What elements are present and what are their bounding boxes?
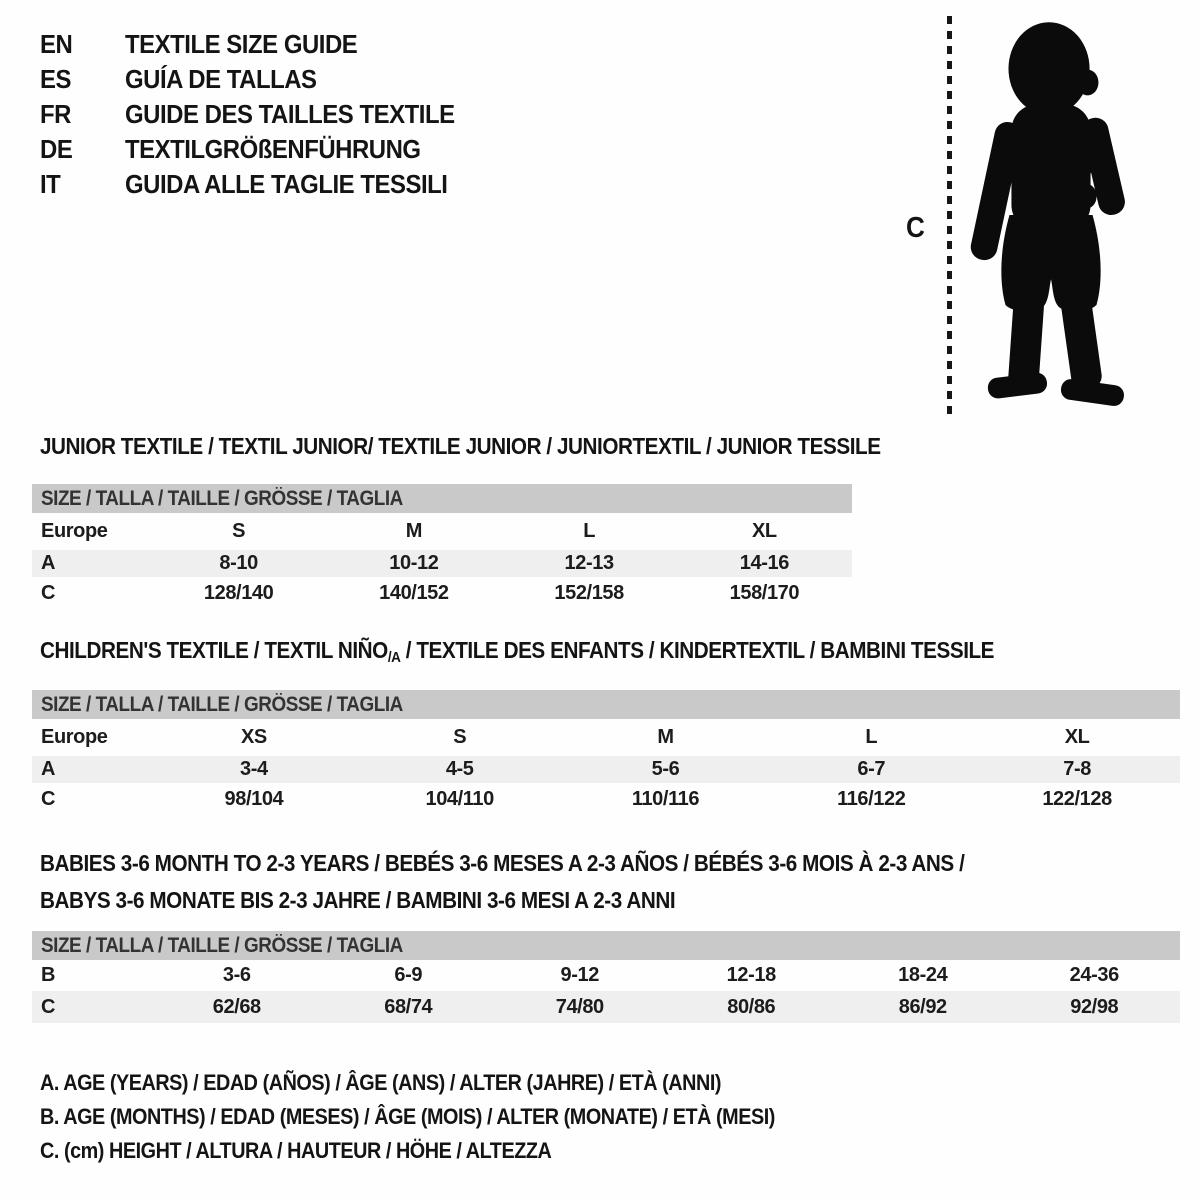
table-cell: 128/140 — [203, 581, 274, 604]
babies-title-line1: BABIES 3-6 MONTH TO 2-3 YEARS / BEBÉS 3-6 MESES A 2-3 AÑOS / BÉBÉS 3-6 MOIS À 2-3 ANS / — [40, 850, 965, 876]
header-cell: XL — [751, 520, 777, 542]
children-title-sub: /A — [387, 649, 401, 666]
table-cell: 158/170 — [729, 581, 800, 604]
legend-line-c: C. (cm) HEIGHT / ALTURA / HAUTEUR / HÖHE / ALTEZZA — [40, 1138, 552, 1163]
header-cell: L — [583, 520, 596, 542]
row-label: C — [41, 787, 56, 810]
language-code: EN — [40, 29, 73, 59]
size-header-bar — [32, 484, 852, 513]
table-cell: 122/128 — [1042, 787, 1112, 810]
size-header-label: SIZE / TALLA / TAILLE / GRÖSSE / TAGLIA — [41, 692, 403, 716]
language-row — [40, 132, 483, 167]
table-cell: 152/158 — [554, 581, 624, 604]
table-cell: 140/152 — [379, 581, 449, 604]
height-measure-dashed-line — [947, 16, 952, 416]
table-row — [32, 550, 852, 577]
table-cell: 18-24 — [898, 964, 948, 986]
language-code: ES — [40, 64, 71, 94]
height-measure-label: C — [906, 212, 925, 244]
junior-section-title: JUNIOR TEXTILE / TEXTIL JUNIOR/ TEXTILE JUNIOR / JUNIORTEXTIL / JUNIOR TESSILE — [40, 433, 881, 459]
toddler-silhouette — [962, 16, 1140, 418]
table-cell: 9-12 — [560, 964, 599, 986]
table-cell: 12-13 — [564, 552, 614, 574]
table-cell: 62/68 — [212, 995, 261, 1018]
guide-title: GUIDE DES TAILLES TEXTILE — [125, 99, 455, 129]
language-row — [40, 27, 483, 62]
babies-section-title — [40, 845, 964, 919]
guide-title: GUIDA ALLE TAGLIE TESSILI — [125, 169, 448, 199]
table-cell: 74/80 — [555, 995, 604, 1018]
table-cell: 8-10 — [219, 552, 258, 574]
table-header-row — [32, 719, 1180, 756]
table-row — [32, 960, 1180, 991]
header-cell: Europe — [41, 726, 108, 748]
table-row — [32, 756, 1180, 783]
children-title-suffix: / TEXTILE DES ENFANTS / KINDERTEXTIL / BAMBINI TESSILE — [400, 637, 995, 663]
header-cell: L — [865, 726, 878, 748]
header-cell: M — [657, 726, 674, 748]
table-cell: 6-9 — [394, 964, 423, 986]
header-cell: S — [232, 520, 246, 542]
language-code: FR — [40, 99, 71, 129]
table-cell: 104/110 — [425, 787, 494, 810]
children-section-title — [40, 637, 994, 664]
children-size-table — [32, 690, 1180, 815]
header-cell: XL — [1064, 726, 1090, 748]
row-label: A — [41, 552, 56, 574]
language-code: DE — [40, 134, 73, 164]
table-cell: 12-18 — [726, 964, 776, 986]
table-cell: 110/116 — [631, 787, 700, 810]
table-cell: 98/104 — [224, 787, 284, 810]
header-cell: S — [453, 726, 467, 748]
language-row — [40, 167, 483, 202]
table-header-row — [32, 513, 852, 550]
table-row — [32, 577, 852, 609]
table-cell: 86/92 — [898, 995, 947, 1018]
header-cell: M — [405, 520, 422, 542]
table-cell: 10-12 — [389, 552, 439, 574]
row-label: B — [41, 964, 56, 986]
language-code: IT — [40, 169, 61, 199]
header-cell: XS — [240, 726, 267, 748]
table-row — [32, 991, 1180, 1023]
row-label: C — [41, 581, 56, 604]
guide-title: TEXTILE SIZE GUIDE — [125, 29, 358, 59]
table-cell: 6-7 — [857, 758, 886, 780]
language-title-list — [40, 27, 483, 202]
row-label: A — [41, 758, 56, 780]
size-header-label: SIZE / TALLA / TAILLE / GRÖSSE / TAGLIA — [41, 933, 403, 957]
header-cell: Europe — [41, 520, 108, 542]
children-title-prefix: CHILDREN'S TEXTILE / TEXTIL NIÑO — [40, 637, 388, 663]
table-cell: 4-5 — [445, 758, 474, 780]
table-row — [32, 783, 1180, 815]
size-header-bar — [32, 931, 1180, 960]
measurement-legend — [40, 1066, 857, 1168]
table-cell: 68/74 — [384, 995, 433, 1018]
guide-title: GUÍA DE TALLAS — [125, 64, 317, 94]
babies-size-table — [32, 931, 1180, 1023]
table-cell: 80/86 — [727, 995, 776, 1018]
table-cell: 14-16 — [739, 552, 789, 574]
table-cell: 3-4 — [240, 758, 268, 780]
size-header-label: SIZE / TALLA / TAILLE / GRÖSSE / TAGLIA — [41, 486, 403, 510]
legend-line-a: A. AGE (YEARS) / EDAD (AÑOS) / ÂGE (ANS) / ALTER (JAHRE) / ETÀ (ANNI) — [40, 1070, 722, 1095]
table-cell: 3-6 — [222, 964, 251, 986]
guide-title: TEXTILGRÖßENFÜHRUNG — [125, 134, 421, 164]
legend-line-b: B. AGE (MONTHS) / EDAD (MESES) / ÂGE (MOIS) / ALTER (MONATE) / ETÀ (MESI) — [40, 1104, 775, 1129]
size-header-bar — [32, 690, 1180, 719]
junior-size-table — [32, 484, 852, 609]
language-row — [40, 97, 483, 132]
table-cell: 5-6 — [651, 758, 680, 780]
table-cell: 24-36 — [1069, 964, 1119, 986]
table-cell: 7-8 — [1063, 758, 1091, 780]
row-label: C — [41, 995, 56, 1018]
language-row — [40, 62, 483, 97]
table-cell: 92/98 — [1070, 995, 1119, 1018]
table-cell: 116/122 — [837, 787, 906, 810]
babies-title-line2: BABYS 3-6 MONATE BIS 2-3 JAHRE / BAMBINI 3-6 MESI A 2-3 ANNI — [40, 887, 676, 913]
